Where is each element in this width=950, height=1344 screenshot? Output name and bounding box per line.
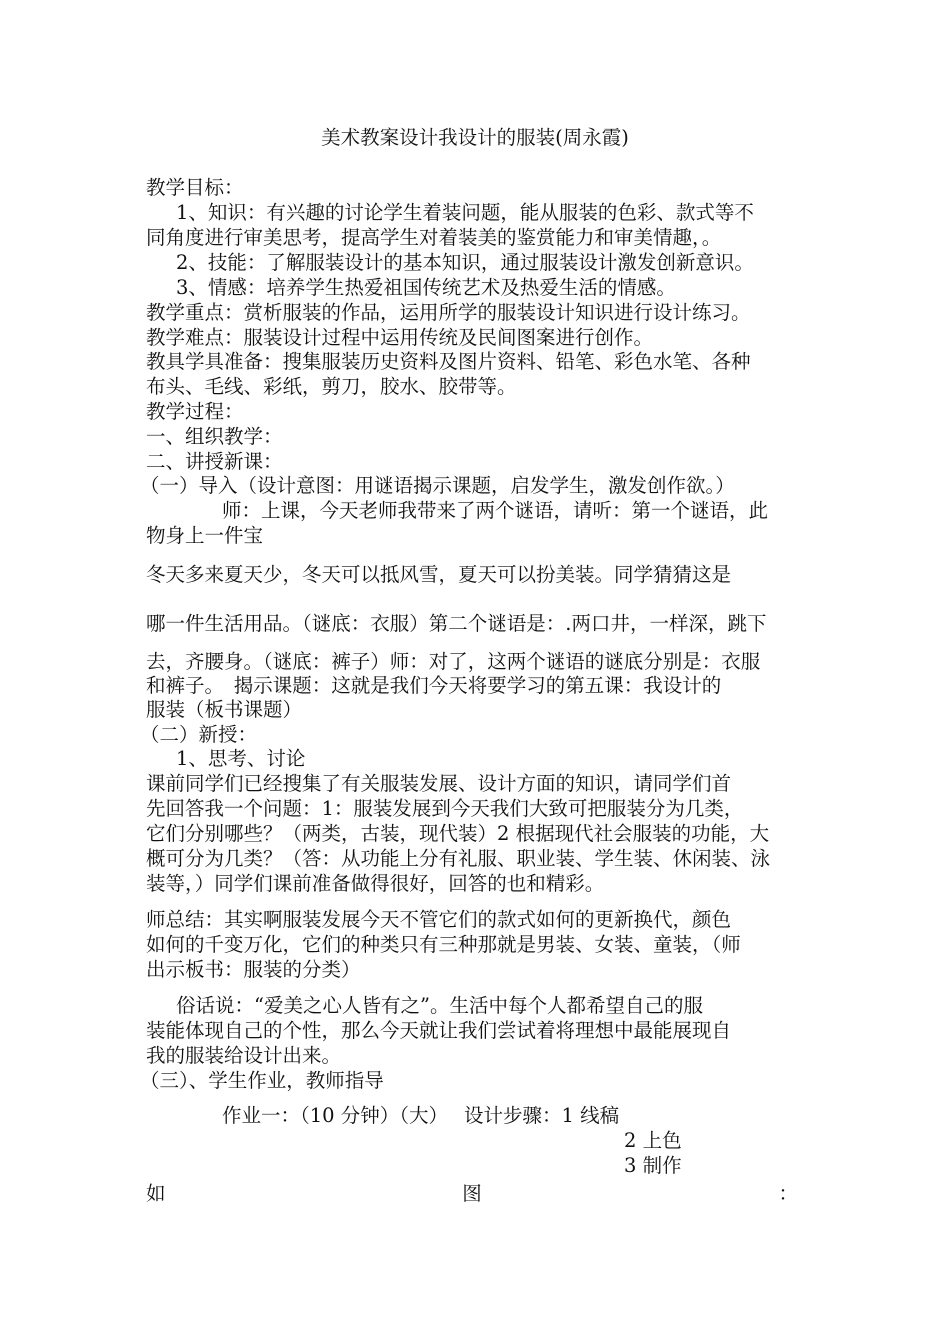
objective-knowledge-cont: 同角度进行审美思考，提高学生对着装美的鉴赏能力和审美情趣，。 [146,226,722,249]
riddle-answer: 去，齐腰身。（谜底：裤子）师：对了，这两个谜语的谜底分别是：衣服 [146,650,761,673]
caption-colon: ： [778,1182,798,1205]
saying-paragraph: 俗话说：“爱美之心人皆有之”。生活中每个人都希望自己的服 [176,994,703,1017]
subsection-homework: （三）、学生作业，教师指导 [140,1069,384,1092]
design-step-color: 2 上色 [624,1129,682,1152]
section-heading-objectives: 教学目标： [146,176,244,199]
discussion-heading: 1、思考、讨论 [176,747,306,770]
caption-char-ru: 如 [146,1182,166,1205]
riddle-paragraph-cont: 物身上一件宝 [146,524,264,547]
discussion-paragraph-4: 概可分为几类？（答：从功能上分有礼服、职业装、学生装、休闲装、泳 [146,847,771,870]
riddle-one: 冬天多来夏天少，冬天可以抵风雪，夏天可以扮美装。同学猜猜这是 [146,563,732,586]
step-teach: 二、讲授新课： [146,450,283,473]
subsection-intro: （一）导入（设计意图：用谜语揭示课题，启发学生，激发创作欲。） [140,474,735,497]
materials-cont: 布头、毛线、彩纸，剪刀，胶水、胶带等。 [146,375,517,398]
riddle-paragraph: 师：上课，今天老师我带来了两个谜语，请听：第一个谜语，此 [222,499,769,522]
step-organize: 一、组织教学： [146,425,283,448]
objective-knowledge: 1、知识：有兴趣的讨论学生着装问题，能从服装的色彩、款式等不 [176,201,754,224]
discussion-paragraph-2: 先回答我一个问题：1：服装发展到今天我们大致可把服装分为几类， [146,797,744,820]
saying-paragraph-2: 装能体现自己的个性，那么今天就让我们尝试着将理想中最能展现自 [146,1019,732,1042]
difficult-point: 教学难点：服装设计过程中运用传统及民间图案进行创作。 [146,326,654,349]
topic-reveal-cont: 服装（板书课题） [146,698,303,721]
objective-skill: 2、技能：了解服装设计的基本知识，通过服装设计激发创新意识。 [176,251,754,274]
discussion-paragraph-3: 它们分别哪些？（两类，古装，现代装）2 根据现代社会服装的功能，大 [146,822,770,845]
key-point: 教学重点：赏析服装的作品，运用所学的服装设计知识进行设计练习。 [146,301,751,324]
discussion-paragraph: 课前同学们已经搜集了有关服装发展、设计方面的知识，请同学们首 [146,772,732,795]
discussion-paragraph-5: 装等，）同学们课前准备做得很好，回答的也和精彩。 [146,872,605,895]
objective-emotion: 3、情感：培养学生热爱祖国传统艺术及热爱生活的情感。 [176,276,676,299]
summary-paragraph-3: 出示板书：服装的分类） [146,958,361,981]
materials: 教具学具准备：搜集服装历史资料及图片资料、铅笔、彩色水笔、各种 [146,350,751,373]
saying-paragraph-3: 我的服装给设计出来。 [146,1044,342,1067]
document-title: 美术教案设计我设计的服装(周永霞) [321,126,629,149]
figure-caption-line [146,1182,798,1206]
caption-char-tu: 图 [462,1182,482,1205]
design-step-make: 3 制作 [624,1154,682,1177]
summary-paragraph: 师总结：其实啊服装发展今天不管它们的款式如何的更新换代，颜色 [146,908,732,931]
topic-reveal: 和裤子。 揭示课题：这就是我们今天将要学习的第五课：我设计的 [146,674,722,697]
homework-one: 作业一：（10 分钟）（大） 设计步骤：1 线稿 [222,1104,620,1127]
subsection-new: （二）新授： [140,723,258,746]
section-heading-process: 教学过程： [146,400,244,423]
riddle-two: 哪一件生活用品。（谜底：衣服）第二个谜语是：.两口井，一样深，跳下 [146,612,767,635]
summary-paragraph-2: 如何的千变万化，它们的种类只有三种那就是男装、女装、童装，（师 [146,933,741,956]
